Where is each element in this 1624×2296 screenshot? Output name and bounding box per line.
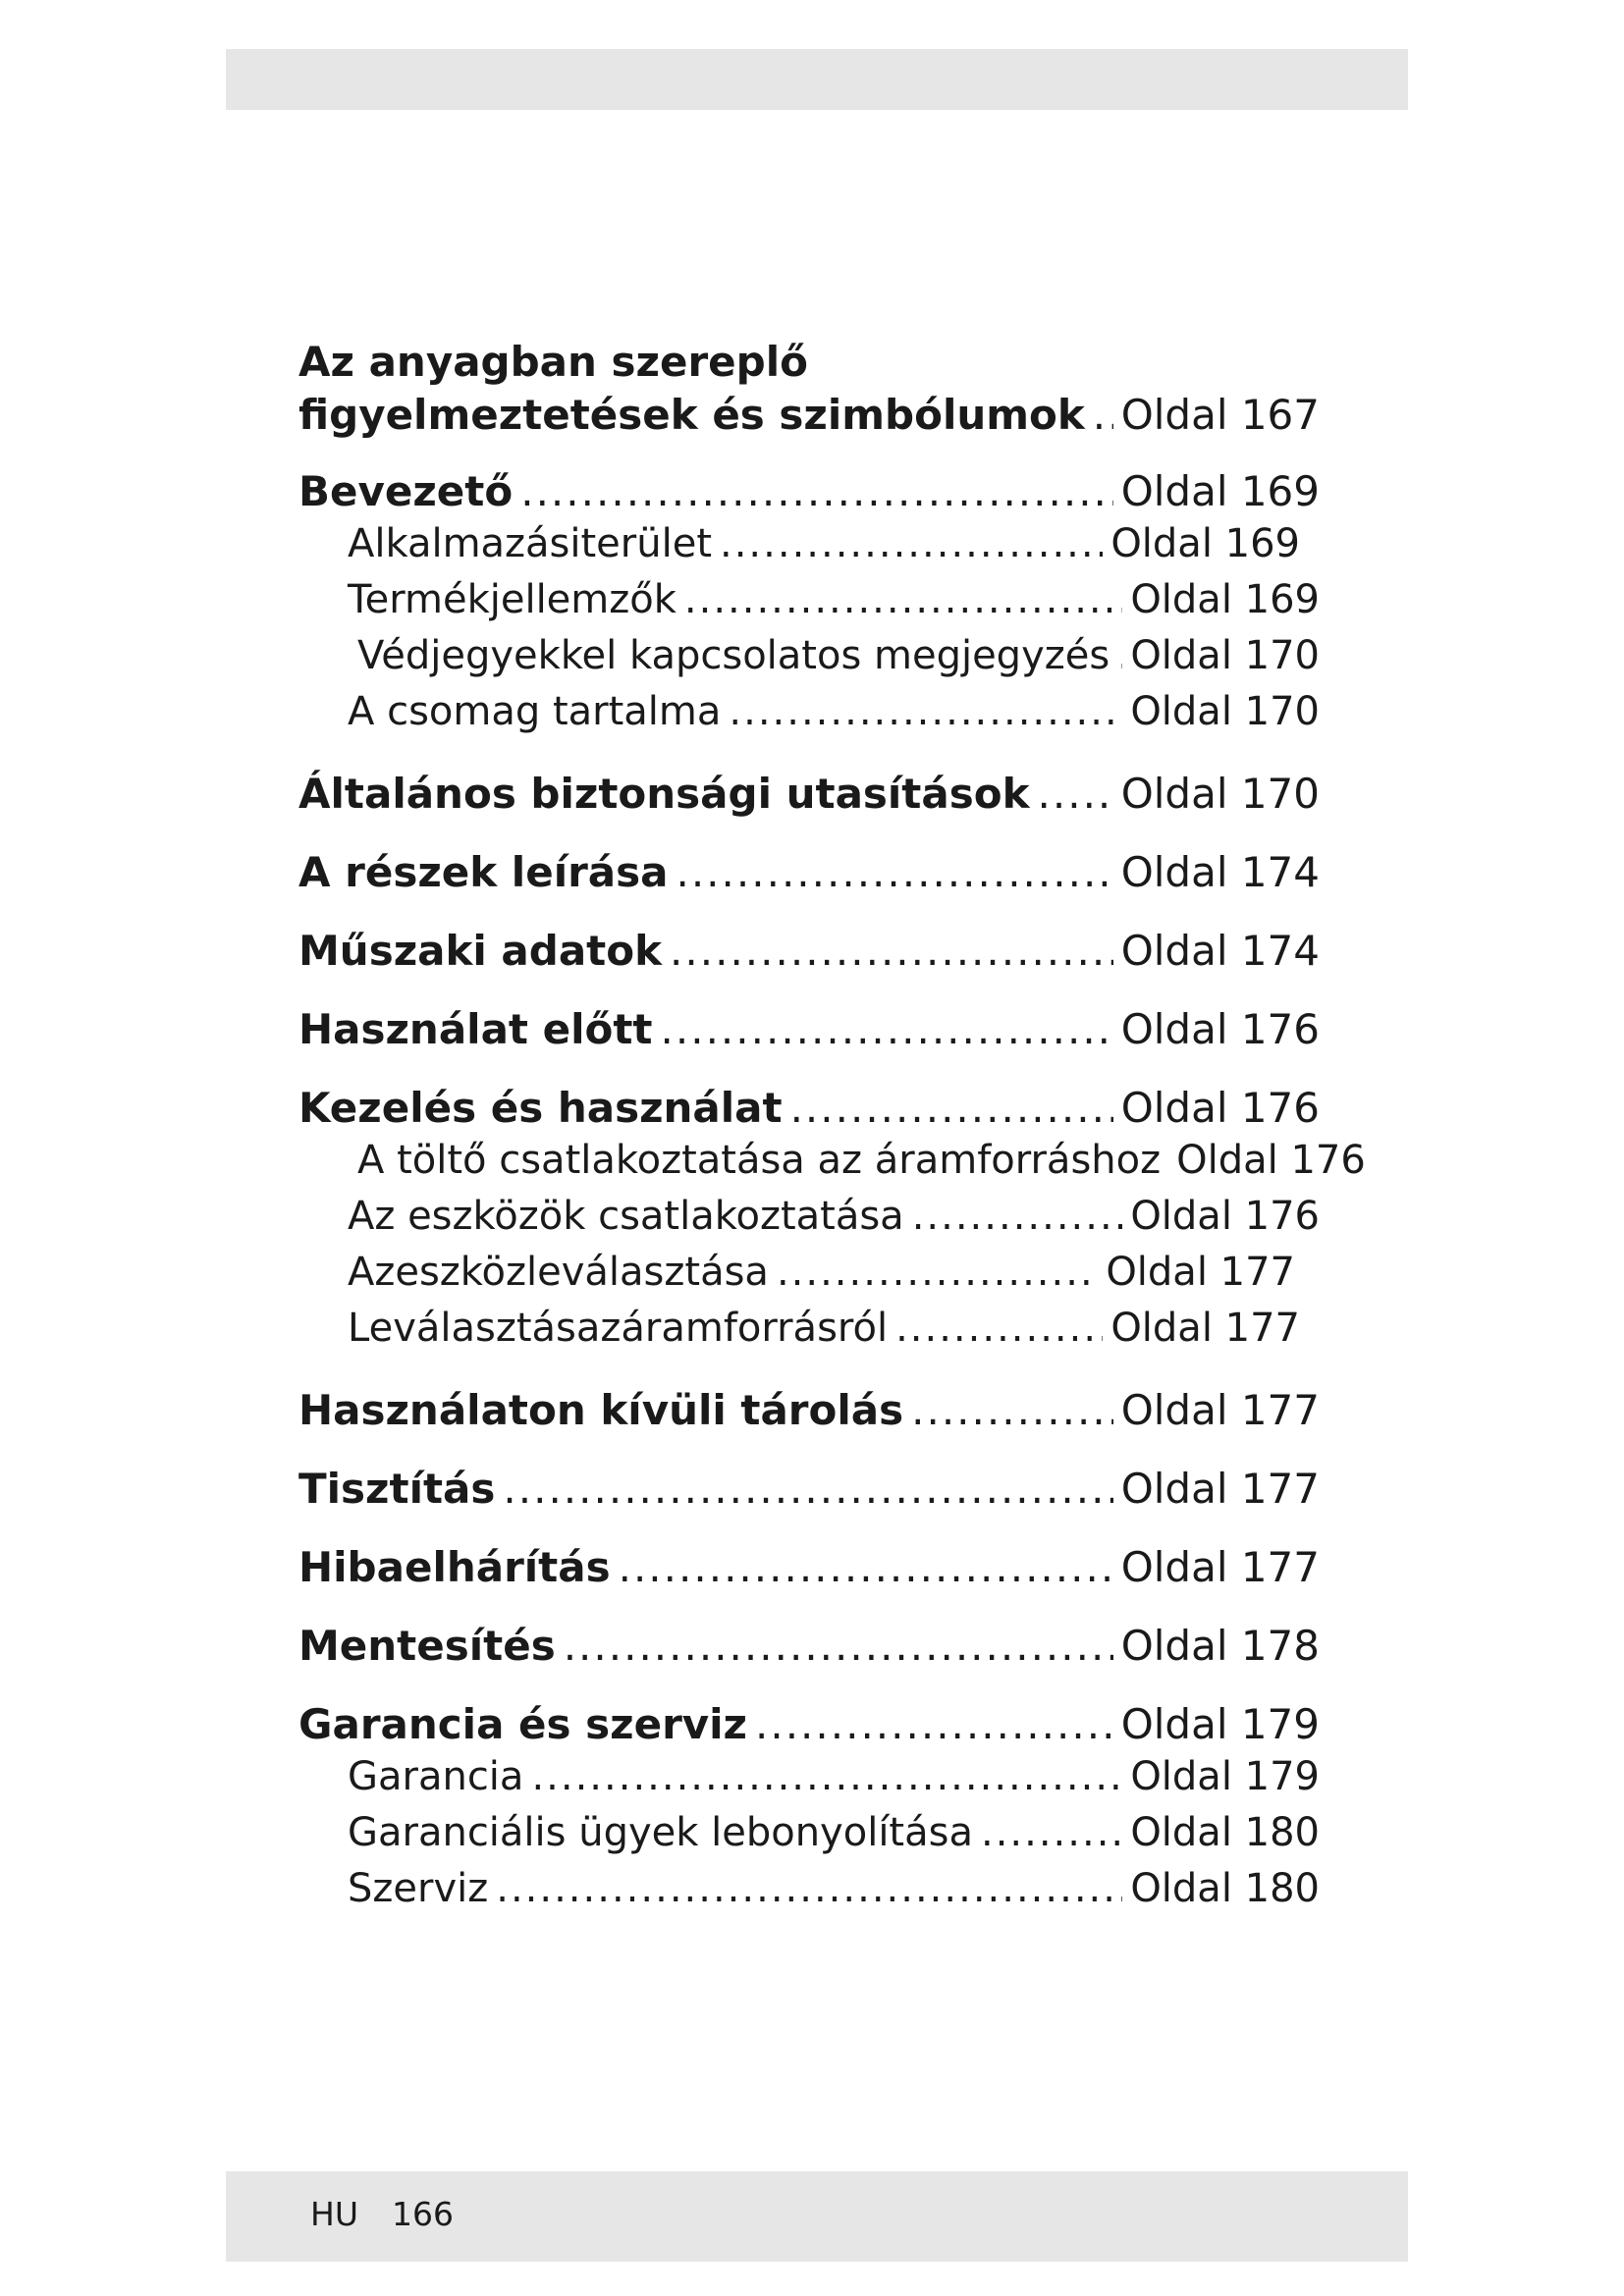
toc-entry-label: Hibaelhárítás — [298, 1543, 611, 1591]
toc-leader-dots — [981, 1805, 1122, 1861]
toc-leader-dots — [1038, 770, 1113, 818]
toc-entry[interactable] — [298, 1084, 1320, 1133]
page-footer — [310, 2189, 454, 2238]
toc-entry-label: Garancia — [348, 1754, 524, 1799]
toc-leader-dots — [564, 1622, 1113, 1670]
toc-entry-label: Általános biztonsági utasítások — [298, 770, 1030, 818]
toc-entry-page: Oldal 180 — [1130, 1866, 1320, 1911]
toc-entry-label: Az eszközök csatlakoztatása — [348, 1194, 904, 1239]
toc-entry[interactable] — [298, 1465, 1320, 1514]
toc-entry[interactable] — [298, 848, 1320, 897]
toc-leader-dots — [777, 1245, 1098, 1301]
toc-leader-dots — [720, 516, 1103, 572]
toc-entry-label: Szerviz — [348, 1866, 489, 1911]
toc-entry-page: Oldal 179 — [1120, 1700, 1320, 1748]
toc-entry-page: Oldal 169 — [1130, 577, 1320, 622]
header-band — [226, 49, 1408, 110]
toc-subentry[interactable] — [298, 572, 1320, 628]
toc-entry-page: Oldal 177 — [1106, 1250, 1295, 1295]
toc-entry[interactable] — [298, 391, 1320, 440]
toc-entry-page: Oldal 176 — [1130, 1194, 1320, 1239]
toc-entry-page: Oldal 170 — [1130, 689, 1320, 734]
toc-entry-label: Mentesítés — [298, 1622, 556, 1670]
toc-entry-label: Bevezető — [298, 467, 514, 515]
toc-entry-label: Használaton kívüli tárolás — [298, 1386, 904, 1434]
toc-entry-page: Oldal 174 — [1120, 848, 1320, 896]
toc-entry-label: Termékjellemzők — [348, 577, 677, 622]
toc-entry-label: Használat előtt — [298, 1005, 653, 1053]
toc-leader-dots — [911, 1386, 1113, 1434]
toc-entry-page: Oldal 177 — [1120, 1386, 1320, 1434]
toc-heading-line: Az anyagban szereplő — [298, 338, 808, 386]
toc-entry[interactable] — [298, 927, 1320, 976]
toc-entry[interactable] — [298, 770, 1320, 819]
page-number: 166 — [391, 2194, 454, 2233]
toc-entry-page: Oldal 176 — [1120, 1005, 1320, 1053]
toc-entry[interactable] — [298, 1543, 1320, 1592]
toc-subentry[interactable] — [298, 628, 1320, 684]
toc-entry-label: figyelmeztetések és szimbólumok — [298, 391, 1085, 439]
toc-entry-label: A csomag tartalma — [348, 689, 722, 734]
toc-leader-dots — [912, 1189, 1123, 1245]
toc-leader-dots — [670, 927, 1113, 975]
toc-leader-dots — [531, 1749, 1122, 1805]
toc-entry-label: Tisztítás — [298, 1465, 496, 1513]
language-code: HU — [310, 2194, 358, 2233]
toc-subentry[interactable] — [298, 1861, 1320, 1917]
toc-entry-label: Alkalmazásiterület — [348, 521, 712, 566]
toc-leader-dots — [661, 1005, 1113, 1053]
toc-entry-label: Műszaki adatok — [298, 927, 663, 975]
toc-entry-label: Védjegyekkel kapcsolatos megjegyzés — [357, 633, 1110, 678]
toc-leader-dots — [520, 467, 1112, 515]
toc-entry[interactable] — [298, 467, 1320, 516]
toc-leader-dots — [684, 572, 1122, 628]
toc-leader-dots — [496, 1861, 1122, 1917]
toc-entry[interactable] — [298, 1622, 1320, 1671]
toc-subentry[interactable] — [298, 1133, 1366, 1189]
toc-entry-page: Oldal 177 — [1120, 1543, 1320, 1591]
toc-entry-page: Oldal 176 — [1120, 1084, 1320, 1132]
toc-subentry[interactable] — [298, 1301, 1300, 1357]
toc-entry-page: Oldal 170 — [1120, 770, 1320, 818]
toc-entry-label: Garanciális ügyek lebonyolítása — [348, 1810, 973, 1855]
toc-entry-page: Oldal 169 — [1120, 467, 1320, 515]
toc-leader-dots — [1093, 391, 1113, 439]
toc-entry[interactable] — [298, 1700, 1320, 1749]
toc-entry-label: Azeszközleválasztása — [348, 1250, 769, 1295]
toc-leader-dots — [503, 1465, 1112, 1513]
toc-leader-dots — [676, 848, 1112, 896]
toc-subentry[interactable] — [298, 516, 1300, 572]
toc-leader-dots — [790, 1084, 1113, 1132]
toc-entry-page: Oldal 169 — [1110, 521, 1300, 566]
toc-entry-label: A töltő csatlakoztatása az áramforráshoz — [357, 1138, 1162, 1183]
toc-entry-page: Oldal 180 — [1130, 1810, 1320, 1855]
toc-subentry[interactable] — [298, 1749, 1320, 1805]
toc-entry-label: A részek leírása — [298, 848, 669, 896]
toc-entry-page: Oldal 176 — [1176, 1138, 1366, 1183]
toc-entry-label: Garancia és szerviz — [298, 1700, 747, 1748]
toc-leader-dots — [755, 1700, 1113, 1748]
toc-entry[interactable] — [298, 1005, 1320, 1054]
toc-subentry[interactable] — [298, 1805, 1320, 1861]
toc-subentry[interactable] — [298, 1245, 1295, 1301]
toc-entry-page: Oldal 174 — [1120, 927, 1320, 975]
toc-entry-label: Leválasztásazáramforrásról — [348, 1306, 889, 1351]
toc-entry-page: Oldal 167 — [1120, 391, 1320, 439]
toc-subentry[interactable] — [298, 1189, 1320, 1245]
toc-leader-dots — [1117, 628, 1122, 684]
toc-entry-page: Oldal 179 — [1130, 1754, 1320, 1799]
toc-entry-page: Oldal 178 — [1120, 1622, 1320, 1670]
toc-subentry[interactable] — [298, 684, 1320, 740]
table-of-contents — [298, 334, 1366, 1917]
toc-leader-dots — [895, 1301, 1103, 1357]
toc-entry[interactable] — [298, 1386, 1320, 1435]
toc-entry-page: Oldal 170 — [1130, 633, 1320, 678]
toc-entry-page: Oldal 177 — [1110, 1306, 1300, 1351]
toc-leader-dots — [729, 684, 1122, 740]
toc-entry-label: Kezelés és használat — [298, 1084, 783, 1132]
toc-entry-page: Oldal 177 — [1120, 1465, 1320, 1513]
toc-leader-dots — [619, 1543, 1113, 1591]
